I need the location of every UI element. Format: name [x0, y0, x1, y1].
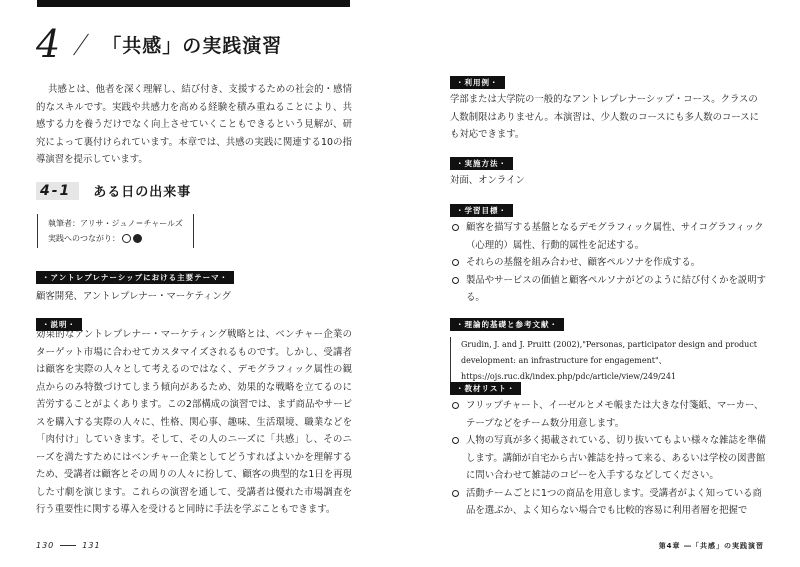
goals-list	[450, 219, 766, 307]
intro-paragraph: 共感とは、他者を深く理解し、結び付き、支援するための社会的・感情的なスキルです。実践や共感力を高める経験を積み重ねることにより、共感する力を養うだけでなく向上させていくこともできるという見解が、研究によって裏付けられています。本章では、共感の実践に関連する10の指導演習を提示しています。	[36, 84, 352, 165]
chapter-title: 「共感」の実践演習	[102, 34, 283, 57]
chapter-number: 4	[36, 22, 61, 66]
chapter-heading	[36, 24, 282, 64]
practice-circle-icon	[122, 234, 131, 243]
author-line: 執筆者：アリサ・ジュノ＝チャールズ	[48, 219, 183, 228]
section-heading	[36, 181, 191, 200]
material-item: 活動チームごとに1つの商品を用意します。受講者がよく知っている商品を選ぶか、よく知らない場合でも比較的容易に利用者層を把握で	[450, 485, 766, 520]
practice-label: 実践へのつながり：	[48, 234, 120, 243]
top-bar	[37, 0, 350, 7]
section-title: ある日の出来事	[93, 185, 192, 200]
explain-label: ・説明・	[36, 318, 82, 331]
reference-label: ・理論的基礎と参考文献・	[450, 318, 564, 331]
page-number-right: 131	[82, 541, 101, 550]
section-number: 4-1	[36, 182, 79, 200]
folio-left	[36, 541, 101, 550]
practice-row	[48, 231, 183, 246]
goal-item: それらの基盤を組み合わせ、顧客ペルソナを作成する。	[450, 254, 766, 272]
goal-item: 製品やサービスの価値と顧客ペルソナがどのように結び付くかを説明する。	[450, 272, 766, 307]
theme-label: ・アントレプレナーシップにおける主要テーマ・	[36, 271, 234, 284]
theme-text: 顧客開発、アントレプレナー・マーケティング	[36, 291, 231, 302]
chapter-slash	[73, 33, 89, 55]
use-block	[450, 70, 766, 144]
folio-dash	[60, 545, 76, 546]
goals-label: ・学習目標・	[450, 204, 513, 217]
theme-block	[36, 265, 352, 306]
running-head: 第4章 ―「共感」の実践演習	[658, 542, 764, 550]
method-text: 対面、オンライン	[450, 175, 525, 186]
materials-label: ・教材リスト・	[450, 382, 521, 395]
material-item: 人物の写真が多く掲載されている、切り抜いてもよい様々な雑誌を準備します。講師が自宅から古い雑誌を持って来る、あるいは学校の図書館に問い合わせて雑誌のコピーを入手するなどしてください。	[450, 432, 766, 485]
use-label: ・利用例・	[450, 76, 505, 89]
method-label: ・実施方法・	[450, 157, 513, 170]
use-text: 学部または大学院の一般的なアントレプレナーシップ・コース。クラスの人数制限はありません。本演習は、少人数のコースにも多人数のコースにも対応できます。	[450, 94, 760, 140]
method-block	[450, 151, 766, 190]
materials-block	[450, 376, 766, 520]
goal-item: 顧客を描写する基盤となるデモグラフィック属性、サイコグラフィック（心理的）属性、行動的属性を記述する。	[450, 219, 766, 254]
reference-text: Grudin, J. and J. Pruitt (2002),"Personas, participator design and product development: an infrastructure for engagement"、https://ojs.ruc.dk/index.php/pdc/article/view/249/241	[450, 337, 766, 385]
materials-list	[450, 397, 766, 520]
page-number-left: 130	[36, 541, 55, 550]
author-box	[37, 214, 194, 248]
reference-block	[450, 312, 766, 385]
material-item: フリップチャート、イーゼルとメモ帳または大きな付箋紙、マーカー、テープなどをチーム数分用意します。	[450, 397, 766, 432]
goals-block	[450, 198, 766, 307]
right-page	[400, 0, 800, 567]
practice-filled-circle-icon	[133, 234, 142, 243]
explain-text: 効果的なアントレプレナー・マーケティング戦略とは、ベンチャー企業のターゲット市場に合わせてカスタマイズされるものです。しかし、受講者は顧客を実際の人々として考えるのではなく、デモグラフィック属性の観点からのみ特徴づけてしまう傾向があるため、効果的な戦略を立てるのに苦労することがよくあります。この2部構成の演習では、まず商品やサービスを購入する実際の人々に、性格、関心事、趣味、生活環境、職業などを「肉付け」していきます。そして、その人のニーズに「共感」し、そのニーズを満たすためにはベンチャー企業としてどうすればよいかを理解するため、受講者は顧客とその周りの人々に扮して、顧客の典型的な1日を再現した寸劇を演じます。これらの演習を通して、受講者は優れた市場調査を行う重要性に関する導入を受けると同時に手法を学ぶこともできます。	[36, 329, 352, 515]
